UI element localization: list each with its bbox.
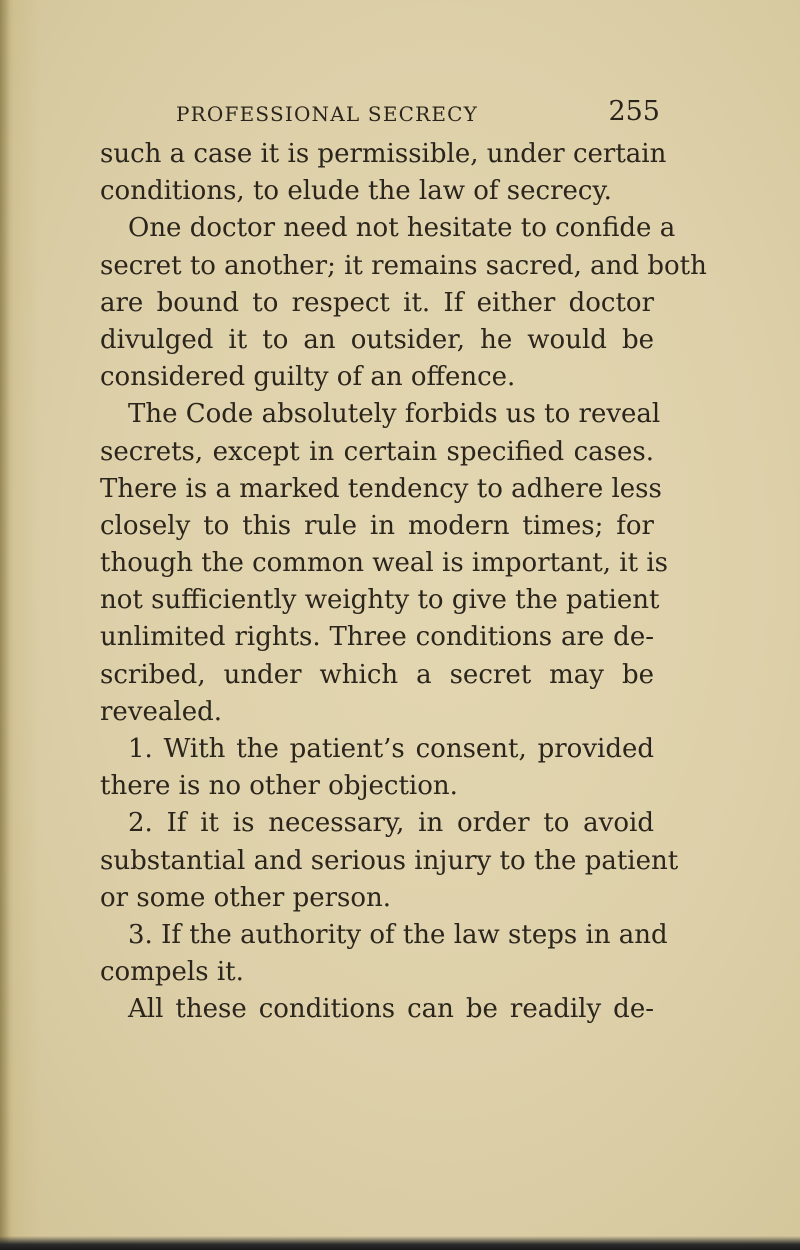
- body-text: [100, 136, 707, 1029]
- text-line: considered guilty of an offence.: [100, 362, 516, 393]
- text-line: there is no other objection.: [100, 771, 458, 802]
- text-line: such a case it is permissible, under certain: [100, 139, 667, 169]
- text-line: 3. If the authority of the law steps in and: [128, 919, 668, 950]
- running-head: [100, 96, 660, 136]
- text-line: revealed.: [100, 696, 223, 727]
- text-line: compels it.: [100, 957, 244, 988]
- text-line: One doctor need not hesitate to confide a: [128, 213, 676, 244]
- gutter-shadow: [0, 0, 10, 1250]
- text-line: closely to this rule in modern times; for: [100, 510, 654, 541]
- scan-edge: [0, 1236, 800, 1250]
- text-line: scribed, under which a secret may be: [100, 659, 654, 690]
- text-line: unlimited rights. Three conditions are de-: [100, 622, 654, 653]
- text-line: though the common weal is important, it is: [100, 548, 668, 579]
- text-line: divulged it to an outsider, he would be: [100, 324, 654, 355]
- text-line: secrets, except in certain specified cases.: [100, 436, 654, 467]
- text-line: substantial and serious injury to the patient: [100, 845, 679, 876]
- text-line: 2. If it is necessary, in order to avoid: [128, 808, 654, 839]
- text-line: The Code absolutely forbids us to reveal: [128, 399, 661, 430]
- text-line: There is a marked tendency to adhere less: [100, 473, 662, 504]
- text-line: All these conditions can be readily de-: [128, 994, 654, 1025]
- text-line: conditions, to elude the law of secrecy.: [100, 176, 612, 207]
- text-line: or some other person.: [100, 882, 392, 913]
- page-number: 255: [608, 96, 660, 127]
- text-line: secret to another; it remains sacred, and both: [100, 250, 707, 281]
- text-line: not sufficiently weighty to give the patient: [100, 585, 660, 616]
- text-line: 1. With the patient’s consent, provided: [128, 734, 654, 764]
- text-line: are bound to respect it. If either doctor: [100, 287, 654, 318]
- running-head-title: PROFESSIONAL SECRECY: [176, 102, 479, 126]
